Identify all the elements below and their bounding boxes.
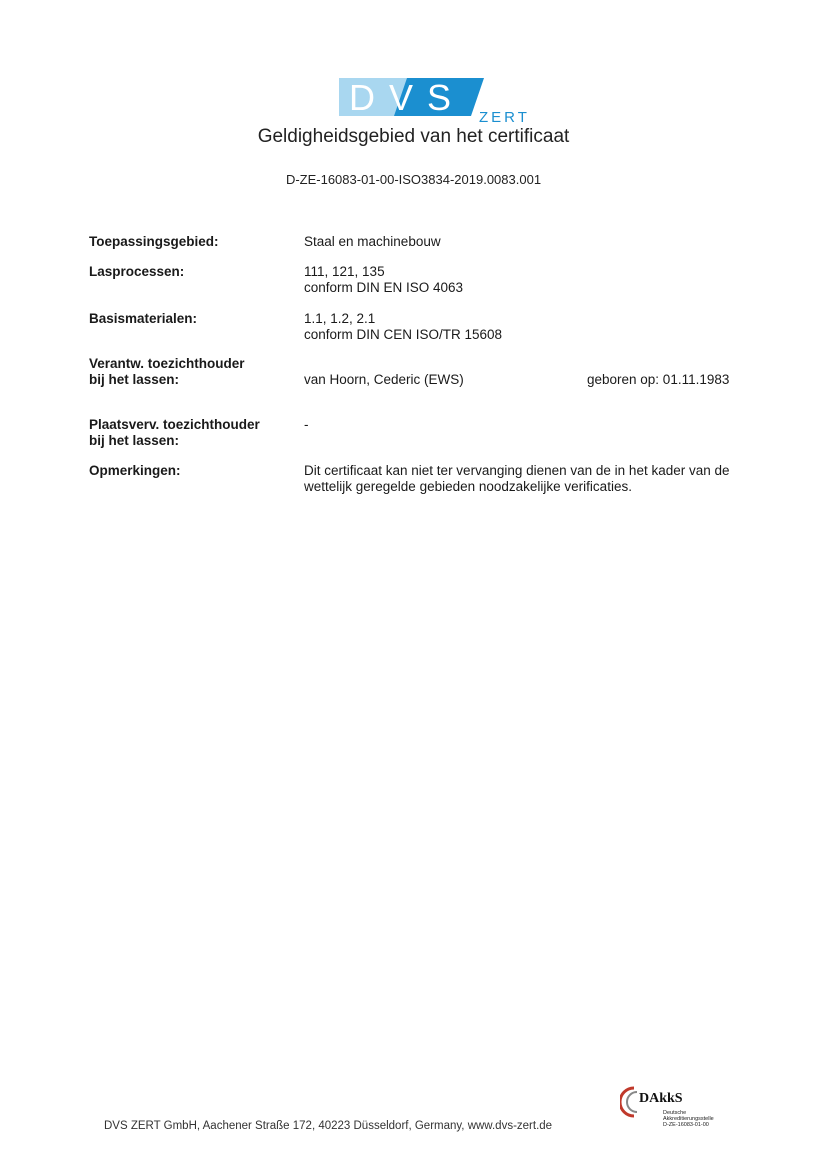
svg-text:DVS: DVS	[349, 77, 466, 118]
field-value-line: Dit certificaat kan niet ter vervanging dienen van de in het kader van de	[304, 463, 730, 478]
field-label: Lasprocessen:	[89, 264, 185, 279]
certificate-id: D-ZE-16083-01-00-ISO3834-2019.0083.001	[285, 172, 542, 187]
field-value	[304, 264, 749, 296]
field-value-line: 111, 121, 135	[304, 264, 385, 279]
field-label-line: Verantw. toezichthouder	[89, 356, 245, 371]
field-value-line: 1.1, 1.2, 2.1	[304, 311, 376, 326]
field-value-line: wettelijk geregelde gebieden noodzakelijke verificaties.	[304, 479, 632, 494]
dvs-zert-logo	[339, 76, 539, 126]
dakks-line: Akkreditierungsstelle	[663, 1116, 714, 1122]
field-label	[89, 417, 299, 449]
field-label: Basismaterialen:	[89, 311, 198, 326]
field-value	[304, 463, 754, 495]
field-label-line: bij het lassen:	[89, 433, 180, 448]
dakks-line: D-ZE-16083-01-00	[663, 1122, 709, 1128]
field-label: Opmerkingen:	[89, 463, 181, 478]
field-value	[304, 311, 749, 343]
field-label-line: Plaatsverv. toezichthouder	[89, 417, 260, 432]
field-value: van Hoorn, Cederic (EWS)	[304, 372, 464, 387]
svg-text:ZERT: ZERT	[479, 109, 530, 126]
dakks-accreditation-mark	[620, 1086, 740, 1136]
field-label: Toepassingsgebied:	[89, 234, 219, 249]
dakks-name: DAkkS	[639, 1091, 683, 1106]
dakks-arc-icon	[620, 1086, 640, 1118]
field-label-line: bij het lassen:	[89, 372, 180, 387]
page-title: Geldigheidsgebied van het certificaat	[257, 126, 570, 147]
dakks-line: Deutsche	[663, 1110, 687, 1116]
field-value-line: conform DIN EN ISO 4063	[304, 280, 464, 295]
field-label	[89, 356, 299, 388]
field-value: Staal en machinebouw	[304, 234, 441, 249]
footer-address: DVS ZERT GmbH, Aachener Straße 172, 40223 Düsseldorf, Germany, www.dvs-zert.de	[104, 1120, 553, 1132]
birth-date: geboren op: 01.11.1983	[587, 372, 730, 387]
field-value-line: conform DIN CEN ISO/TR 15608	[304, 327, 503, 342]
field-value: -	[304, 417, 309, 432]
